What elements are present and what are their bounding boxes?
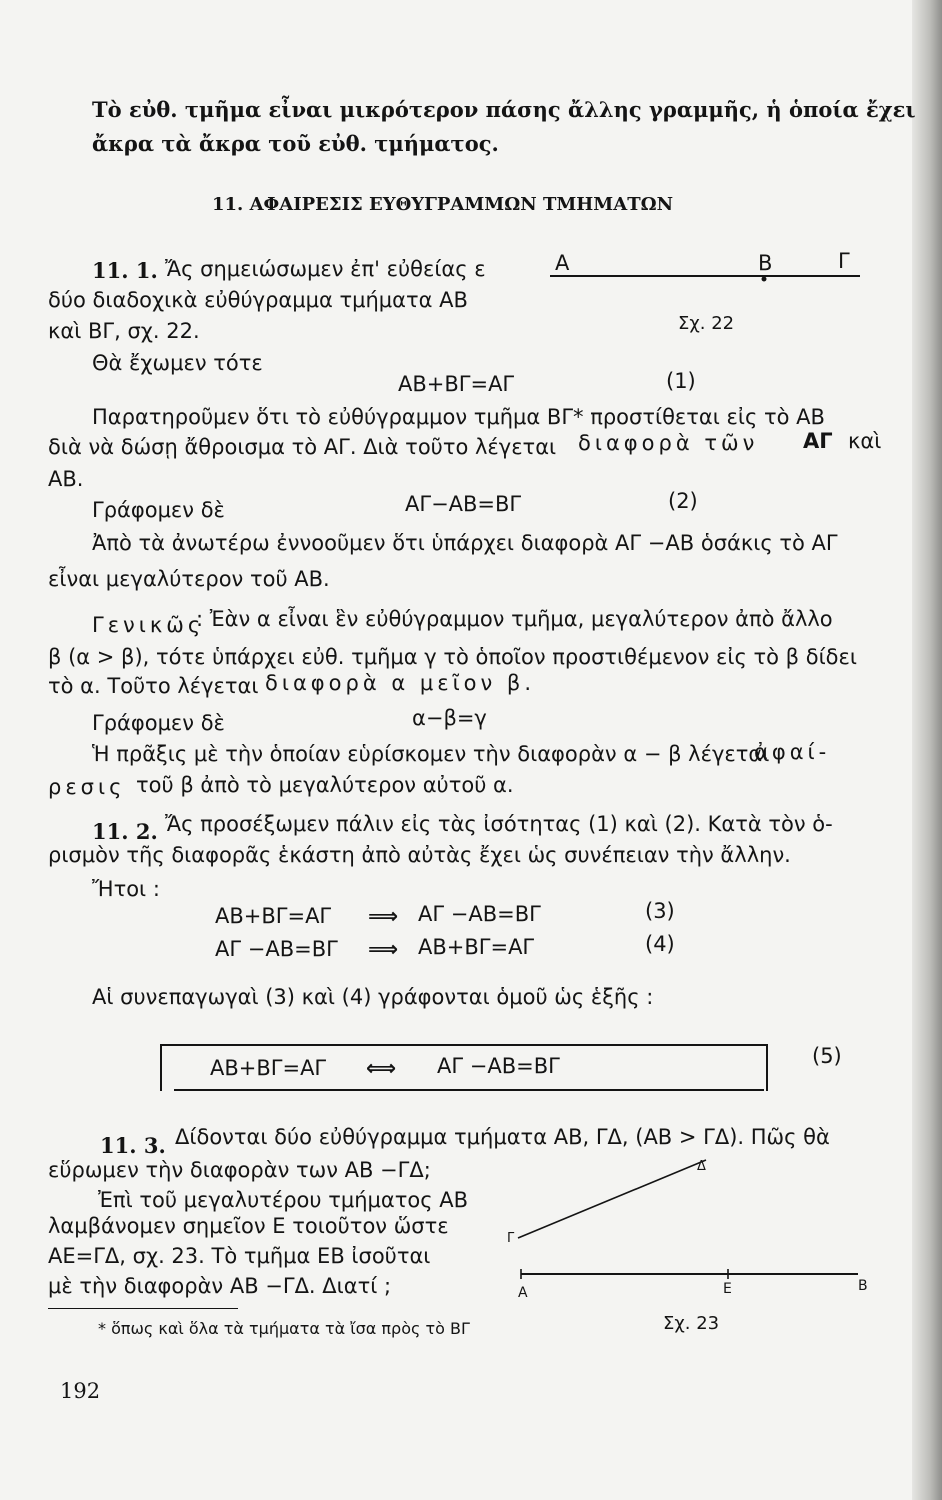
implication-1-number: (3) — [645, 899, 675, 923]
subsection-number-11-2: 11. 2. — [92, 819, 158, 844]
implication-2-left: ΑΓ −ΑΒ=ΒΓ — [215, 937, 338, 961]
s11-1-para-2a: διὰ νὰ δώσῃ ἄθροισμα τὸ ΑΓ. Διὰ τοῦτο λέγεται — [48, 435, 557, 459]
fig23-label-a: Α — [518, 1285, 528, 1301]
s11-1-h-2b: τοῦ β ἀπὸ τὸ μεγαλύτερον αὐτοῦ α. — [136, 773, 514, 797]
fig23-caption: Σχ. 23 — [663, 1313, 720, 1334]
s11-2-line-4: Αἱ συνεπαγωγαὶ (3) καὶ (4) γράφονται ὁμοῦ ὡς ἑξῆς : — [92, 985, 654, 1009]
s11-1-h-2a: ρεσις — [48, 775, 126, 799]
page-number: 192 — [60, 1379, 101, 1403]
intro-line-1: Τὸ εὐθ. τμῆμα εἶναι μικρότερον πάσης ἄλλης γραμμῆς, ἡ ὁποία ἔχει — [92, 97, 916, 122]
s11-1-h-1a: Ἡ πρᾶξις μὲ τὴν ὁποίαν εὑρίσκομεν τὴν διαφορὰν α − β λέγεται — [92, 742, 770, 766]
s11-1-general-2: β (α > β), τότε ὑπάρχει εὐθ. τμῆμα γ τὸ ὁποῖον προστιθέμενον εἰς τὸ β δίδει — [48, 645, 857, 669]
fig22-caption: Σχ. 22 — [678, 313, 735, 334]
s11-1-line-1: Ἄς σημειώσωμεν ἐπ' εὐθείας ε — [165, 257, 486, 281]
s11-1-para-2d: καὶ — [848, 429, 882, 453]
equation-alpha-beta: α−β=γ — [412, 706, 487, 730]
fig23-label-e: Ε — [723, 1281, 732, 1297]
equivalence-right: ΑΓ −ΑΒ=ΒΓ — [437, 1054, 560, 1078]
implication-1-arrow: ⟹ — [368, 904, 399, 928]
footnote-rule — [48, 1308, 238, 1309]
s11-2-line-1: Ἄς προσέξωμεν πάλιν εἰς τὰς ἰσότητας (1) καὶ (2). Κατὰ τὸν ὁ- — [165, 812, 833, 836]
equivalence-left: ΑΒ+ΒΓ=ΑΓ — [210, 1056, 327, 1080]
intro-line-2: ἄκρα τὰ ἄκρα τοῦ εὐθ. τμήματος. — [92, 131, 499, 156]
s11-1-general-1: : Ἐὰν α εἶναι ἓν εὐθύγραμμον τμῆμα, μεγαλύτερον ἀπὸ ἄλλο — [196, 607, 833, 631]
s11-1-line-3: καὶ ΒΓ, σχ. 22. — [48, 319, 200, 343]
s11-1-h-1b: ἀφαί- — [754, 740, 831, 764]
footnote: * ὅπως καὶ ὅλα τὰ τμήματα τὰ ἴσα πρὸς τὸ ΒΓ — [98, 1319, 470, 1338]
equivalence-box-bottom-rule — [174, 1089, 764, 1091]
equivalence-number: (5) — [812, 1044, 842, 1068]
write-label-2: Γράφομεν δὲ — [92, 711, 225, 735]
s11-1-para-1: Παρατηροῦμεν ὅτι τὸ εὐθύγραμμον τμῆμα ΒΓ* προστίθεται εἰς τὸ ΑΒ — [92, 405, 825, 429]
subsection-number-11-3: 11. 3. — [100, 1133, 166, 1158]
implication-1-right: ΑΓ −ΑΒ=ΒΓ — [418, 902, 541, 926]
fig22-label-a: Α — [555, 251, 570, 275]
fig23-label-b: Β — [858, 1278, 868, 1294]
fig23-label-d: Δ — [697, 1159, 706, 1174]
equation-1: ΑΒ+ΒΓ=ΑΓ — [398, 372, 515, 396]
s11-2-line-3: Ἤτοι : — [92, 877, 160, 901]
s11-1-general-3a: τὸ α. Τοῦτο λέγεται — [48, 674, 259, 698]
implication-1-left: ΑΒ+ΒΓ=ΑΓ — [215, 904, 332, 928]
generally-label: Γενικῶς — [92, 613, 205, 637]
s11-3-line-5: ΑΕ=ΓΔ, σχ. 23. Τὸ τμῆμα ΕΒ ἰσοῦται — [48, 1244, 431, 1268]
s11-3-line-2: εὕρωμεν τὴν διαφορὰν των ΑΒ −ΓΔ; — [48, 1158, 431, 1182]
fig22-label-b: Β — [758, 251, 773, 275]
s11-1-para-2c: ΑΓ — [803, 429, 833, 453]
fig23-segment-gd — [518, 1160, 706, 1238]
fig23-label-g: Γ — [507, 1231, 515, 1246]
s11-1-line-4: Θὰ ἔχωμεν τότε — [92, 351, 263, 375]
fig22-point-b — [762, 277, 767, 282]
equivalence-box-top-rule — [162, 1044, 766, 1046]
s11-3-line-6: μὲ τὴν διαφορὰν ΑΒ −ΓΔ. Διατί ; — [48, 1274, 392, 1298]
fig23-diagram — [500, 1150, 890, 1295]
subsection-number-11-1: 11. 1. — [92, 258, 158, 283]
s11-1-q-2: εἶναι μεγαλύτερον τοῦ ΑΒ. — [48, 567, 330, 591]
equation-2: ΑΓ−ΑΒ=ΒΓ — [405, 492, 522, 516]
fig22-line-diagram — [540, 262, 870, 286]
implication-2-arrow: ⟹ — [368, 937, 399, 961]
equation-1-number: (1) — [666, 369, 696, 393]
fig22-label-g: Γ — [838, 249, 850, 273]
section-title: 11. ΑΦΑΙΡΕΣΙΣ ΕΥΘΥΓΡΑΜΜΩΝ ΤΜΗΜΑΤΩΝ — [212, 194, 674, 215]
s11-2-line-2: ρισμὸν τῆς διαφορᾶς ἑκάστη ἀπὸ αὐτὰς ἔχει ὡς συνέπειαν τὴν ἄλλην. — [48, 843, 791, 867]
s11-1-para-2b: διαφορὰ τῶν — [578, 431, 759, 455]
s11-3-line-4: λαμβάνομεν σημεῖον Ε τοιοῦτον ὥστε — [48, 1214, 449, 1238]
s11-1-general-3b: διαφορὰ α μεῖον β. — [265, 671, 536, 695]
s11-1-line-2: δύο διαδοχικὰ εὐθύγραμμα τμήματα ΑΒ — [48, 288, 468, 312]
implication-2-number: (4) — [645, 932, 675, 956]
equivalence-arrow: ⟺ — [366, 1056, 397, 1080]
equation-2-number: (2) — [668, 489, 698, 513]
write-label-1: Γράφομεν δὲ — [92, 498, 225, 522]
s11-1-q-1: Ἀπὸ τὰ ἀνωτέρω ἐννοοῦμεν ὅτι ὑπάρχει διαφορὰ ΑΓ −ΑΒ ὁσάκις τὸ ΑΓ — [92, 531, 838, 555]
page-edge-shadow — [912, 0, 942, 1500]
s11-3-line-1: Δίδονται δύο εὐθύγραμμα τμήματα ΑΒ, ΓΔ, (ΑΒ > ΓΔ). Πῶς θὰ — [175, 1125, 830, 1149]
s11-1-para-3: ΑΒ. — [48, 467, 84, 491]
implication-2-right: ΑΒ+ΒΓ=ΑΓ — [418, 935, 535, 959]
s11-3-line-3: Ἐπὶ τοῦ μεγαλυτέρου τμήματος ΑΒ — [98, 1188, 469, 1212]
